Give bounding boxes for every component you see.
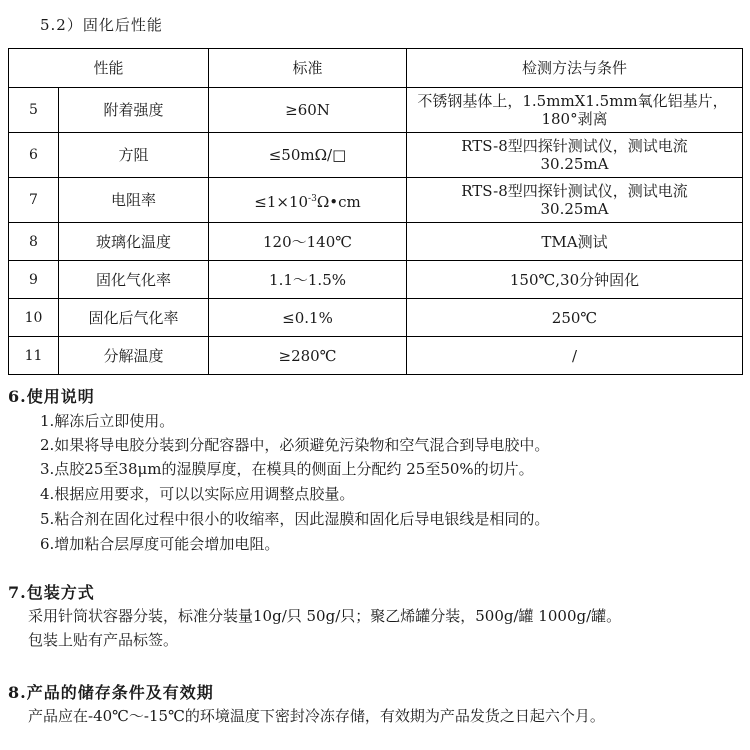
table-row	[9, 337, 743, 375]
method-cell: 250℃	[407, 299, 743, 337]
usage-item: 5.粘合剂在固化过程中很小的收缩率，因此湿膜和固化后导电银线是相同的。	[40, 510, 550, 528]
usage-item: 2.如果将导电胶分装到分配容器中，必须避免污染物和空气混合到导电胶中。	[40, 436, 550, 454]
standard-value: ≥60N	[209, 88, 407, 133]
table-row	[9, 223, 743, 261]
method-cell: 150℃,30分钟固化	[407, 261, 743, 299]
method-line: 30.25mA	[540, 200, 609, 218]
storage-text: 产品应在-40℃～-15℃的环境温度下密封冷冻存储，有效期为产品发货之日起六个月。	[28, 707, 605, 725]
method-cell	[407, 88, 743, 133]
standard-value: 120～140℃	[209, 223, 407, 261]
method-line: 180°剥离	[541, 110, 608, 128]
table-row	[9, 261, 743, 299]
property-name: 固化后气化率	[59, 299, 209, 337]
packaging-text: 采用针筒状容器分装，标准分装量10g/只 50g/只；聚乙烯罐分装，500g/罐 1000g/罐。	[28, 607, 622, 625]
usage-heading: 6.使用说明	[8, 387, 95, 406]
standard-value: ≤50mΩ/□	[209, 133, 407, 178]
storage-heading: 8.产品的储存条件及有效期	[8, 683, 214, 702]
usage-item: 6.增加粘合层厚度可能会增加电阻。	[40, 535, 280, 553]
standard-value: ≥280℃	[209, 337, 407, 375]
method-line: RTS-8型四探针测试仪，测试电流	[461, 182, 688, 200]
method-cell: /	[407, 337, 743, 375]
property-name: 玻璃化温度	[59, 223, 209, 261]
property-name: 附着强度	[59, 88, 209, 133]
row-number: 10	[9, 299, 59, 337]
standard-base: ≤1×10	[254, 192, 309, 211]
section-title: 5.2）固化后性能	[40, 16, 163, 34]
standard-value	[209, 178, 407, 223]
table-row	[9, 88, 743, 133]
standard-value: 1.1～1.5%	[209, 261, 407, 299]
method-line: RTS-8型四探针测试仪，测试电流	[461, 137, 688, 155]
table-row	[9, 299, 743, 337]
method-cell: TMA测试	[407, 223, 743, 261]
standard-exponent: -3	[308, 193, 317, 204]
table-row	[9, 178, 743, 223]
packaging-heading: 7.包装方式	[8, 583, 95, 602]
row-number: 6	[9, 133, 59, 178]
standard-unit: Ω•cm	[316, 192, 361, 211]
header-method: 检测方法与条件	[407, 49, 743, 88]
method-line: 30.25mA	[540, 155, 609, 173]
standard-value: ≤0.1%	[209, 299, 407, 337]
method-line: 不锈钢基体上，1.5mmX1.5mm氧化铝基片，	[417, 92, 728, 110]
header-property: 性能	[9, 49, 209, 88]
row-number: 9	[9, 261, 59, 299]
property-name: 电阻率	[59, 178, 209, 223]
property-name: 分解温度	[59, 337, 209, 375]
property-name: 方阻	[59, 133, 209, 178]
table-row	[9, 133, 743, 178]
method-cell	[407, 133, 743, 178]
packaging-text: 包装上贴有产品标签。	[28, 631, 179, 649]
properties-table	[8, 48, 743, 375]
usage-item: 4.根据应用要求，可以以实际应用调整点胶量。	[40, 485, 355, 503]
property-name: 固化气化率	[59, 261, 209, 299]
usage-item: 1.解冻后立即使用。	[40, 412, 175, 430]
header-standard: 标准	[209, 49, 407, 88]
method-cell	[407, 178, 743, 223]
row-number: 7	[9, 178, 59, 223]
row-number: 8	[9, 223, 59, 261]
row-number: 5	[9, 88, 59, 133]
usage-item: 3.点胶25至38μm的湿膜厚度，在模具的侧面上分配约 25至50%的切片。	[40, 460, 534, 478]
table-header-row	[9, 49, 743, 88]
row-number: 11	[9, 337, 59, 375]
